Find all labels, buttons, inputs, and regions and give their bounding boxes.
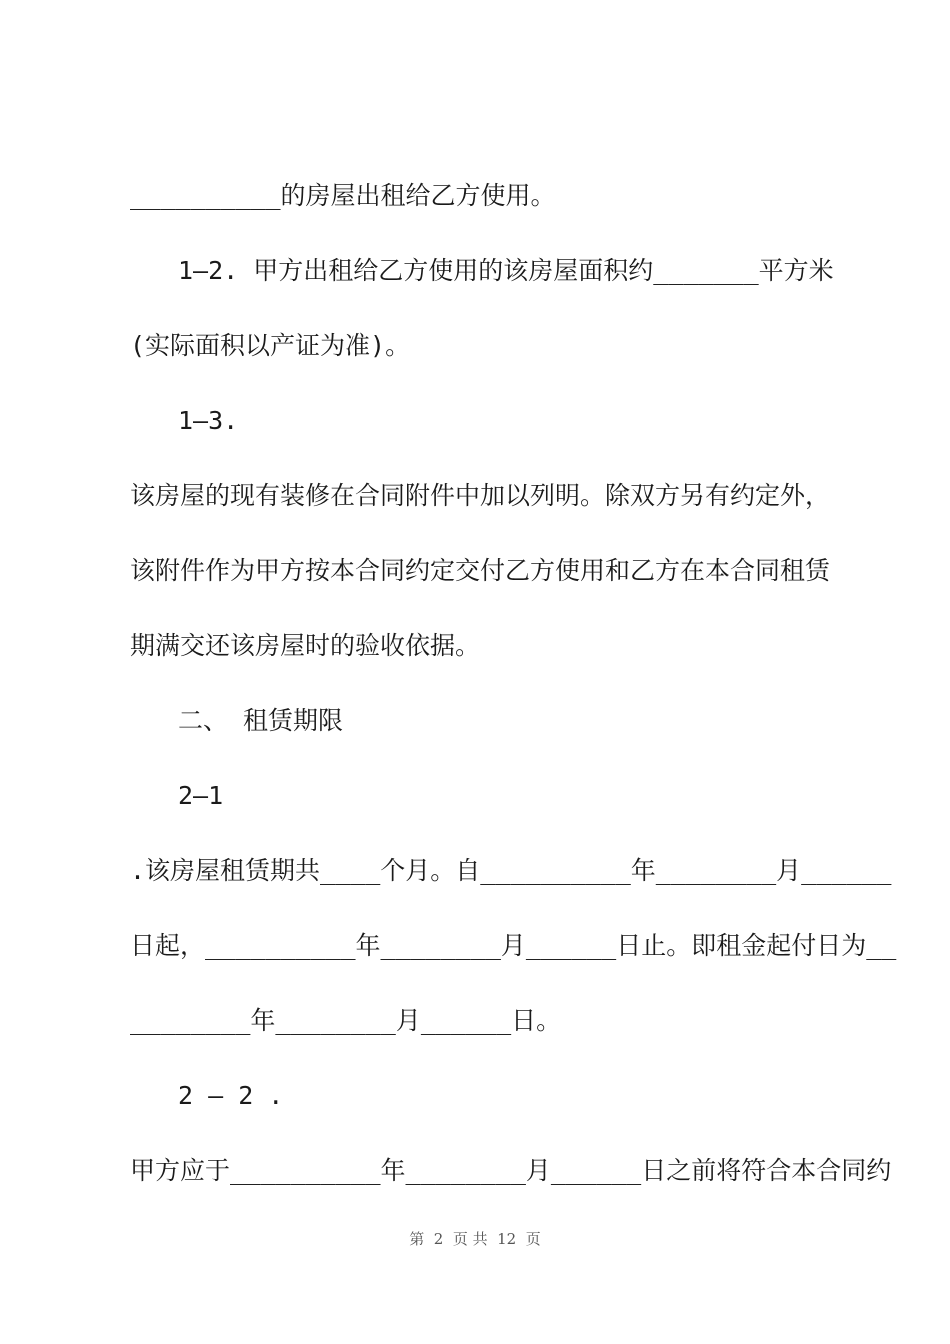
section-heading-lease-term: 二、 租赁期限 bbox=[178, 706, 344, 735]
text-line-6: 该附件作为甲方按本合同约定交付乙方使用和乙方在本合同租赁 bbox=[130, 556, 831, 585]
clause-2-2: 2 — 2 . bbox=[178, 1081, 284, 1110]
page-number-footer: 第 2 页 共 12 页 bbox=[409, 1230, 541, 1248]
text-line-5: 该房屋的现有装修在合同附件中加以列明。除双方另有约定外， bbox=[130, 481, 831, 510]
text-line-14: 甲方应于__________年________月______日之前将符合本合同约 bbox=[130, 1156, 892, 1185]
text-line-10: .该房屋租赁期共____个月。自__________年________月______ bbox=[130, 856, 892, 885]
clause-2-1: 2—1 bbox=[178, 781, 224, 810]
clause-1-3: 1—3. bbox=[178, 406, 239, 435]
clause-1-2: 1—2. 甲方出租给乙方使用的该房屋面积约_______平方米 bbox=[178, 256, 834, 285]
text-line-1: __________的房屋出租给乙方使用。 bbox=[130, 181, 556, 210]
text-line-7: 期满交还该房屋时的验收依据。 bbox=[130, 631, 481, 660]
text-line-12: ________年________月______日。 bbox=[130, 1006, 562, 1035]
text-line-11: 日起，__________年________月______日止。即租金起付日为__ bbox=[130, 931, 897, 960]
text-line-3: (实际面积以产证为准)。 bbox=[130, 331, 411, 360]
